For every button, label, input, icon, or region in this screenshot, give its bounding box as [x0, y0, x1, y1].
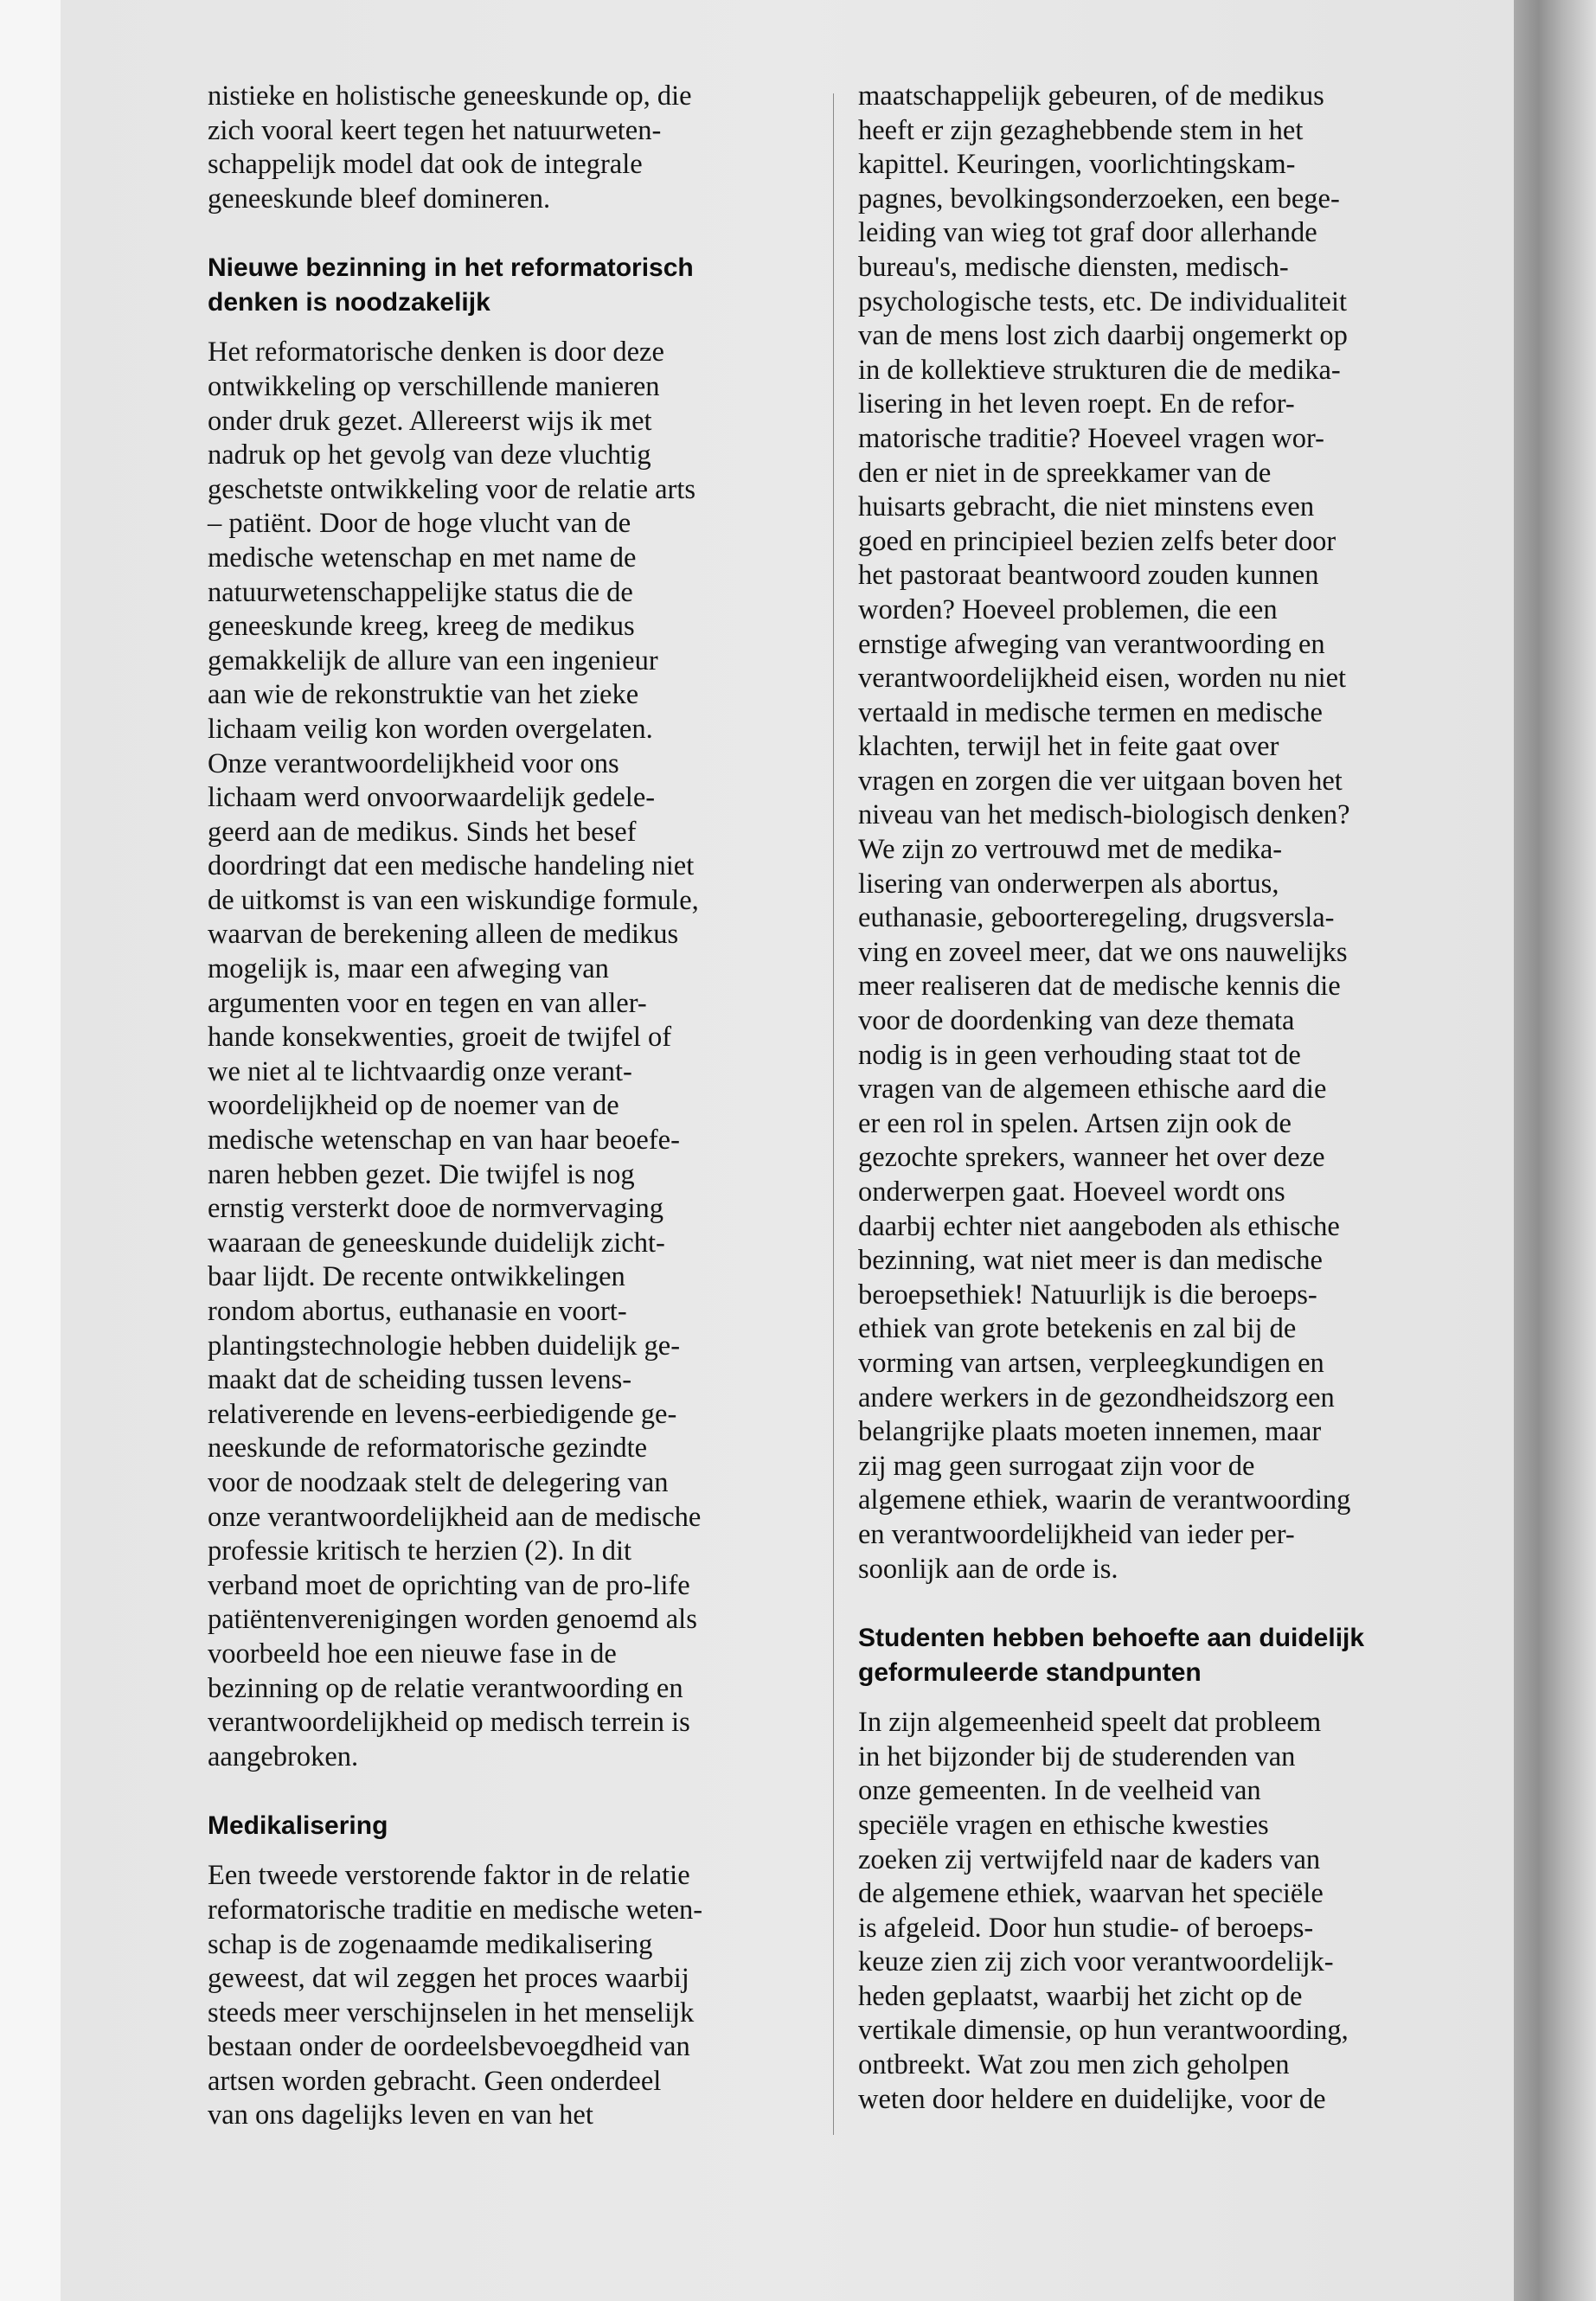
text-line: aan wie de rekonstruktie van het zieke [208, 679, 639, 711]
text-line: heeft er zijn gezaghebbende stem in het [858, 114, 1304, 146]
text-line: meer realiseren dat de medische kennis die [858, 971, 1341, 1003]
text-line: belangrijke plaats moeten innemen, maar [858, 1416, 1322, 1448]
left-paragraph-reformatorisch-denken [208, 336, 830, 1774]
text-line: woordelijkheid op de noemer van de [208, 1090, 619, 1122]
text-line: lisering in het leven roept. En de refor- [858, 388, 1295, 420]
text-line: onze gemeenten. In de veelheid van [858, 1775, 1261, 1807]
text-line: keuze zien zij zich voor verantwoordelijk- [858, 1946, 1334, 1978]
text-line: vertaald in medische termen en medische [858, 696, 1323, 728]
text-line: verantwoordelijkheid eisen, worden nu niet [858, 663, 1347, 695]
text-line: voor de noodzaak stelt de delegering van [208, 1466, 669, 1498]
text-line: doordringt dat een medische handeling niet [208, 850, 695, 882]
text-line: kapittel. Keuringen, voorlichtingskam- [858, 149, 1296, 181]
text-line: vorming van artsen, verpleegkundigen en [858, 1347, 1324, 1379]
text-line: professie kritisch te herzien (2). In dit [208, 1535, 632, 1567]
text-line: onderwerpen gaat. Hoeveel wordt ons [858, 1176, 1285, 1208]
text-line: baar lijdt. De recente ontwikkelingen [208, 1261, 625, 1293]
text-line: vragen van de algemeen ethische aard die [858, 1074, 1327, 1106]
text-line: goed en principieel bezien zelfs beter door [858, 525, 1336, 557]
text-line: psychologische tests, etc. De individualiteit [858, 285, 1348, 317]
text-line: voorbeeld hoe een nieuwe fase in de [208, 1638, 617, 1670]
text-line: geweest, dat wil zeggen het proces waarbij [208, 1963, 689, 1995]
text-line: worden? Hoeveel problemen, die een [858, 593, 1278, 625]
text-line: Studenten hebben behoefte aan duidelijk [858, 1624, 1365, 1653]
text-line: onder druk gezet. Allereerst wijs ik met [208, 405, 652, 437]
text-line: soonlijk aan de orde is. [858, 1553, 1118, 1585]
text-line: geneeskunde kreeg, kreeg de medikus [208, 611, 635, 643]
text-line: rondom abortus, euthanasie en voort- [208, 1296, 627, 1327]
text-line: pagnes, bevolkingsonderzoeken, een bege- [858, 183, 1340, 215]
text-line: maatschappelijk gebeuren, of de medikus [858, 80, 1324, 112]
text-line: naren hebben gezet. Die twijfel is nog [208, 1158, 635, 1190]
text-line: waaraan de geneeskunde duidelijk zicht- [208, 1227, 665, 1259]
text-line: de uitkomst is van een wiskundige formule, [208, 884, 699, 916]
text-line: gezochte sprekers, wanneer het over deze [858, 1142, 1325, 1174]
text-line: ving en zoveel meer, dat we ons nauwelijks [858, 936, 1348, 968]
text-line: reformatorische traditie en medische weten- [208, 1894, 703, 1926]
text-line: daarbij echter niet aangeboden als ethische [858, 1210, 1340, 1242]
text-line: er een rol in spelen. Artsen zijn ook de [858, 1107, 1292, 1139]
text-line: in de kollektieve strukturen die de medika- [858, 354, 1341, 386]
text-line: vertikale dimensie, op hun verantwoording, [858, 2015, 1349, 2047]
text-line: euthanasie, geboorteregeling, drugsversla- [858, 902, 1335, 934]
text-line: – patiënt. Door de hoge vlucht van de [208, 508, 631, 540]
text-line: onze verantwoordelijkheid aan de medische [208, 1501, 702, 1533]
text-line: maakt dat de scheiding tussen levens- [208, 1364, 632, 1396]
right-scan-edge [1514, 0, 1596, 2301]
text-line: relativerende en levens-eerbiedigende ge- [208, 1398, 677, 1430]
text-line: Medikalisering [208, 1811, 388, 1841]
text-line: bezinning op de relatie verantwoording en [208, 1672, 683, 1704]
text-line: in het bijzonder bij de studerenden van [858, 1740, 1296, 1772]
text-line: algemene ethiek, waarin de verantwoording [858, 1484, 1351, 1516]
text-line: ontwikkeling op verschillende manieren [208, 370, 660, 402]
text-line: argumenten voor en tegen en van aller- [208, 987, 647, 1019]
text-line: huisarts gebracht, die niet minstens even [858, 491, 1315, 523]
text-line: voor de doordenking van deze themata [858, 1005, 1295, 1037]
text-line: is afgeleid. Door hun studie- of beroeps- [858, 1912, 1314, 1944]
text-line: We zijn zo vertrouwd met de medika- [858, 834, 1283, 866]
text-line: vragen en zorgen die ver uitgaan boven het [858, 765, 1343, 797]
text-line: den er niet in de spreekkamer van de [858, 457, 1272, 489]
text-line: natuurwetenschappelijke status die de [208, 576, 633, 608]
text-line: plantingstechnologie hebben duidelijk ge- [208, 1330, 681, 1362]
text-line: verantwoordelijkheid op medisch terrein is [208, 1707, 690, 1739]
column-divider [833, 93, 834, 2135]
text-line: Onze verantwoordelijkheid voor ons [208, 747, 619, 779]
text-line: lichaam werd onvoorwaardelijk gedele- [208, 782, 656, 814]
text-line: leiding van wieg tot graf door allerhande [858, 217, 1317, 249]
text-line: In zijn algemeenheid speelt dat probleem [858, 1707, 1322, 1739]
text-line: lisering van onderwerpen als abortus, [858, 868, 1279, 900]
text-line: artsen worden gebracht. Geen onderdeel [208, 2065, 662, 2097]
left-page-margin [0, 0, 61, 2301]
text-line: Nieuwe bezinning in het reformatorisch [208, 253, 694, 283]
text-line: andere werkers in de gezondheidszorg een [858, 1381, 1335, 1413]
text-line: lichaam veilig kon worden overgelaten. [208, 713, 653, 745]
text-line: het pastoraat beantwoord zouden kunnen [858, 560, 1319, 592]
text-line: beroepsethiek! Natuurlijk is die beroeps- [858, 1279, 1317, 1311]
text-line: hande konsekwenties, groeit de twijfel of [208, 1022, 672, 1054]
right-paragraph-maatschappelijk [858, 80, 1481, 1586]
text-line: zoeken zij vertwijfeld naar de kaders van [858, 1843, 1321, 1875]
left-paragraph-medikalisering [208, 1859, 830, 2133]
text-line: van ons dagelijks leven en van het [208, 2099, 593, 2131]
text-line: bureau's, medische diensten, medisch- [858, 251, 1289, 283]
text-line: aangebroken. [208, 1740, 359, 1772]
heading-medikalisering [208, 1809, 830, 1843]
text-line: ernstige afweging van verantwoording en [858, 628, 1325, 660]
text-line: denken is noodzakelijk [208, 288, 490, 317]
text-line: nadruk op het gevolg van deze vluchtig [208, 439, 651, 471]
text-line: nistieke en holistische geneeskunde op, die [208, 80, 692, 112]
text-line: klachten, terwijl het in feite gaat over [858, 731, 1279, 763]
text-line: patiëntenverenigingen worden genoemd als [208, 1604, 697, 1636]
text-line: Het reformatorische denken is door deze [208, 336, 664, 369]
heading-nieuwe-bezinning [208, 251, 830, 320]
text-line: en verantwoordelijkheid van ieder per- [858, 1518, 1295, 1550]
text-line: bezinning, wat niet meer is dan medische [858, 1245, 1323, 1277]
text-line: geschetste ontwikkeling voor de relatie arts [208, 473, 696, 505]
text-line: neeskunde de reformatorische gezindte [208, 1433, 648, 1465]
text-line: ethiek van grote betekenis en zal bij de [858, 1313, 1297, 1345]
text-line: steeds meer verschijnselen in het menselijk [208, 1997, 695, 2029]
text-line: weten door heldere en duidelijke, voor de [858, 2083, 1326, 2115]
text-line: verband moet de oprichting van de pro-life [208, 1569, 690, 1601]
text-line: gemakkelijk de allure van een ingenieur [208, 644, 658, 676]
text-line: bestaan onder de oordeelsbevoegdheid van [208, 2031, 690, 2063]
left-column [208, 80, 830, 2133]
text-line: matorische traditie? Hoeveel vragen wor- [858, 422, 1324, 454]
text-line: mogelijk is, maar een afweging van [208, 953, 609, 985]
text-line: ernstig versterkt dooe de normvervaging [208, 1193, 664, 1225]
text-line: van de mens lost zich daarbij ongemerkt op [858, 320, 1348, 352]
text-line: speciële vragen en ethische kwesties [858, 1809, 1269, 1841]
right-paragraph-studerenden [858, 1706, 1481, 2117]
left-intro-paragraph [208, 80, 830, 216]
right-column [858, 80, 1481, 2117]
text-line: we niet al te lichtvaardig onze verant- [208, 1055, 632, 1087]
text-line: zij mag geen surrogaat zijn voor de [858, 1450, 1255, 1482]
text-line: ontbreekt. Wat zou men zich geholpen [858, 2049, 1290, 2081]
text-line: waarvan de berekening alleen de medikus [208, 919, 679, 951]
text-line: niveau van het medisch-biologisch denken? [858, 799, 1350, 831]
text-line: geerd aan de medikus. Sinds het besef [208, 816, 637, 848]
text-line: geneeskunde bleef domineren. [208, 183, 551, 215]
text-line: medische wetenschap en van haar beoefe- [208, 1125, 680, 1157]
text-line: medische wetenschap en met name de [208, 542, 637, 574]
text-line: schappelijk model dat ook de integrale [208, 149, 643, 181]
text-line: heden geplaatst, waarbij het zicht op de [858, 1980, 1303, 2012]
text-line: zich vooral keert tegen het natuurweten- [208, 114, 662, 146]
text-line: schap is de zogenaamde medikalisering [208, 1928, 653, 1960]
text-line: geformuleerde standpunten [858, 1658, 1202, 1688]
text-line: nodig is in geen verhouding staat tot de [858, 1039, 1301, 1071]
text-line: Een tweede verstorende faktor in de relatie [208, 1860, 690, 1892]
heading-studenten-behoefte [858, 1621, 1481, 1690]
text-line: de algemene ethiek, waarvan het speciële [858, 1878, 1324, 1910]
